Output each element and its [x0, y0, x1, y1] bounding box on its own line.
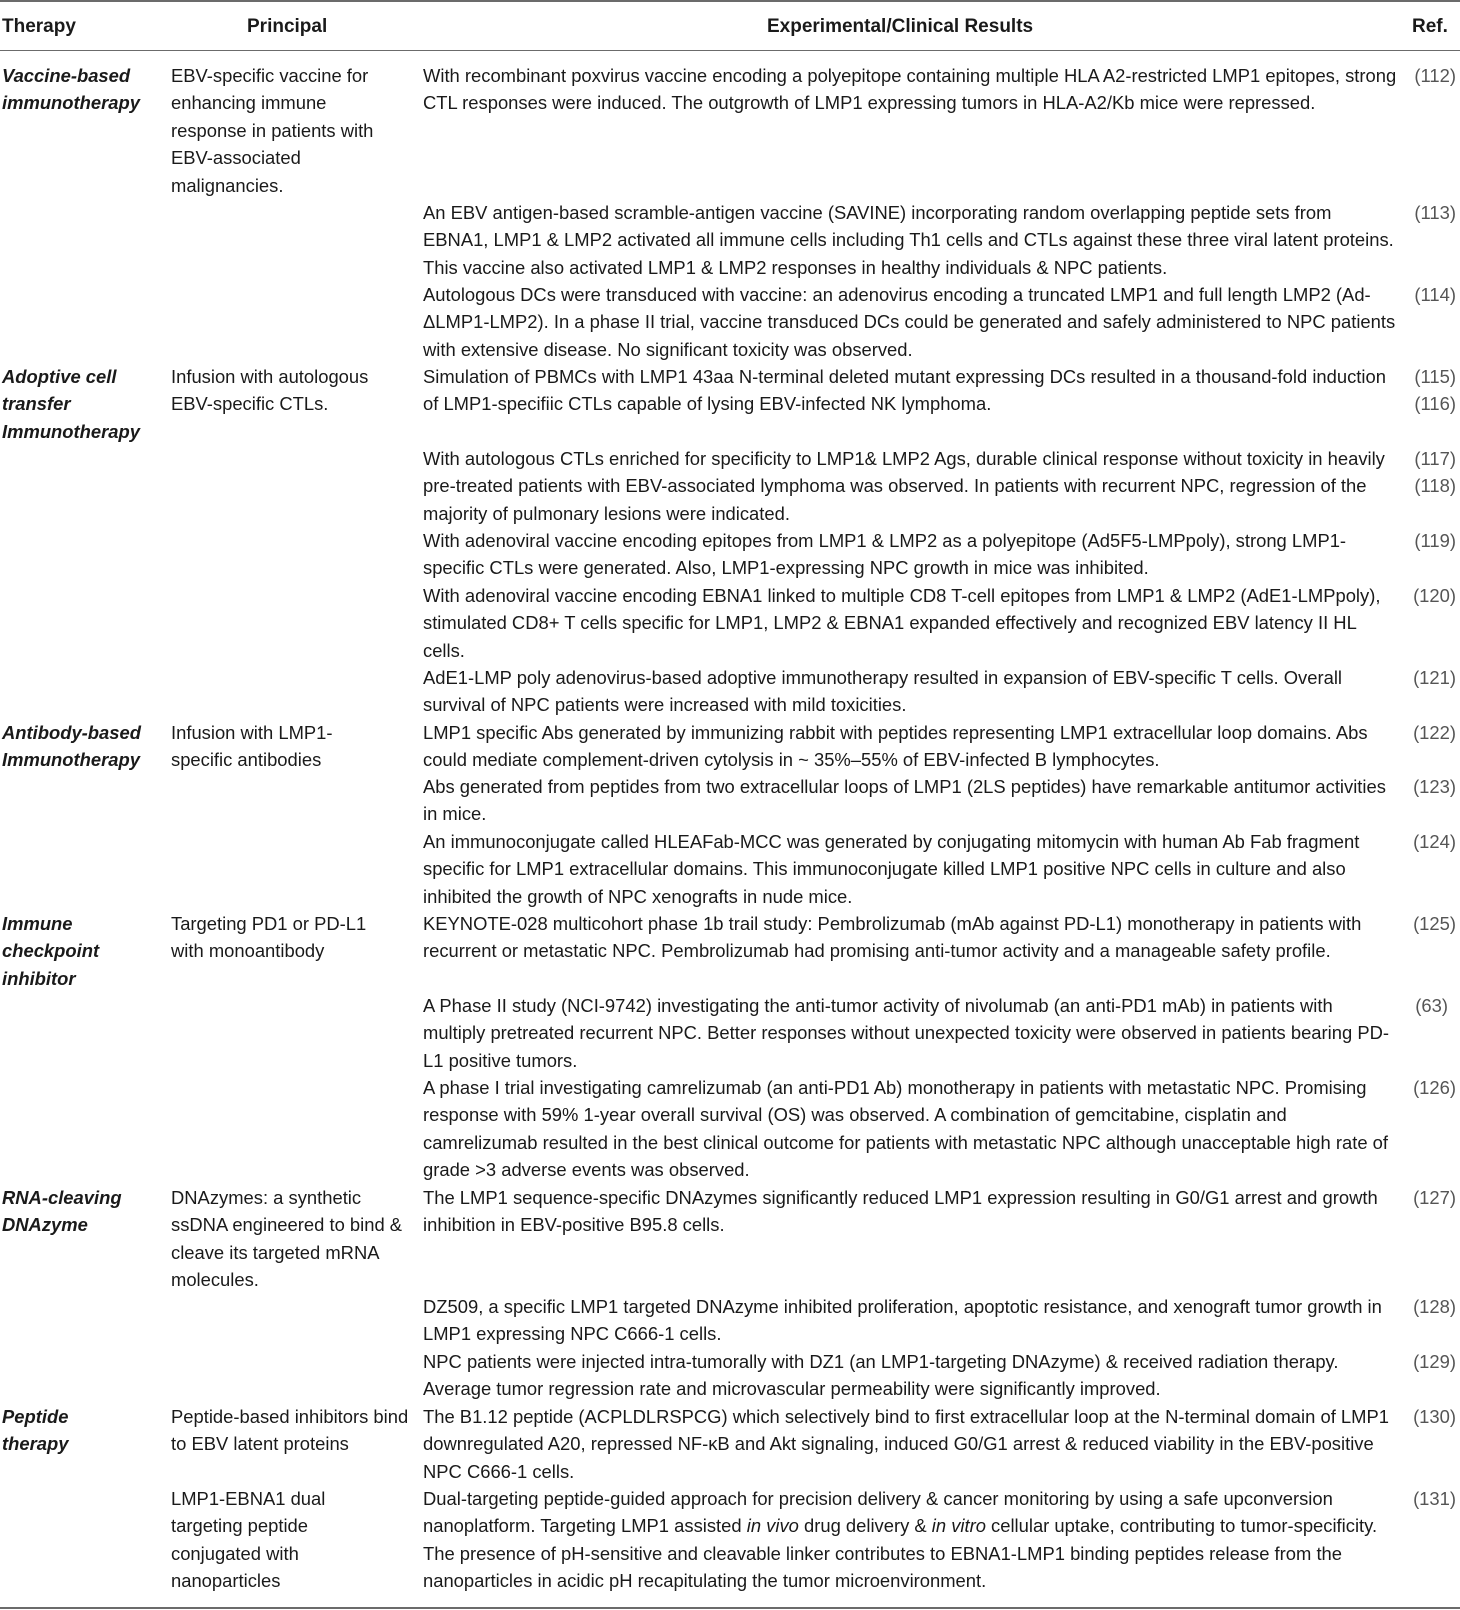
therapy-peptide: Peptide therapy	[2, 1406, 69, 1455]
result-63: A Phase II study (NCI-9742) investigating the anti-tumor activity of nivolumab (an anti-PD1 mAb) in patients with multiply pretreated recurrent NPC. Better responses without unexpected toxicity were observed in patients bearing PD-L1 positive tumors.	[423, 995, 1389, 1071]
header-ref: Ref.	[1412, 16, 1448, 37]
bottom-rule	[0, 1607, 1460, 1609]
ref-129[interactable]: (129)	[1413, 1351, 1456, 1372]
ref-115[interactable]: (115)	[1414, 366, 1456, 387]
result-112: With recombinant poxvirus vaccine encoding a polyepitope containing multiple HLA A2-restricted LMP1 epitopes, strong CTL responses were induced. The outgrowth of LMP1 expressing tumors in HLA-A2/Kb mice were repressed.	[423, 65, 1397, 114]
ref-127[interactable]: (127)	[1413, 1187, 1456, 1208]
principal-vaccine: EBV-specific vaccine for enhancing immune response in patients with EBV-associated malignancies.	[171, 65, 374, 196]
ref-130[interactable]: (130)	[1413, 1406, 1456, 1427]
ref-120[interactable]: (120)	[1413, 585, 1456, 606]
ref-123[interactable]: (123)	[1413, 776, 1456, 797]
principal-dnazyme: DNAzymes: a synthetic ssDNA engineered to bind & cleave its targeted mRNA molecules.	[171, 1187, 403, 1291]
ref-114[interactable]: (114)	[1414, 284, 1456, 305]
result-114: Autologous DCs were transduced with vaccine: an adenovirus encoding a truncated LMP1 and full length LMP2 (Ad-ΔLMP1-LMP2). In a phase II trial, vaccine transduced DCs could be generated and safely administered to NPC patients with extensive disease. No significant toxicity was observed.	[423, 284, 1396, 360]
therapy-adoptive: Adoptive cell transfer Immunotherapy	[2, 366, 140, 442]
principal-checkpoint: Targeting PD1 or PD-L1 with monoantibody	[171, 913, 367, 962]
ref-121[interactable]: (121)	[1413, 667, 1456, 688]
result-122: LMP1 specific Abs generated by immunizing rabbit with peptides representing LMP1 extracellular loop domains. Abs could mediate complement-driven cytolysis in ~ 35%–55% of EBV-infected B lymphocytes.	[423, 722, 1368, 771]
result-123: Abs generated from peptides from two extracellular loops of LMP1 (2LS peptides) have remarkable antitumor activities in mice.	[423, 776, 1386, 825]
result-120: With adenoviral vaccine encoding EBNA1 linked to multiple CD8 T-cell epitopes from LMP1 & LMP2 (AdE1-LMPpoly), stimulated CD8+ T cells specific for LMP1, LMP2 & EBNA1 expanded effectively and recognized EBV latency II HL cells.	[423, 585, 1381, 661]
result-131-text-a: Dual-targeting peptide-guided approach for precision delivery & cancer monitoring by using a safe upconversion nanoplatform. Targeting LMP1 assisted	[423, 1488, 1333, 1537]
ref-131[interactable]: (131)	[1413, 1488, 1456, 1509]
header-principal: Principal	[247, 16, 328, 37]
result-124: An immunoconjugate called HLEAFab-MCC was generated by conjugating mitomycin with human Ab Fab fragment specific for LMP1 extracellular domains. This immunoconjugate killed LMP1 positive NPC cells in culture and also inhibited the growth of NPC xenografts in nude mice.	[423, 831, 1360, 907]
principal-adoptive: Infusion with autologous EBV-specific CTLs.	[171, 366, 369, 415]
ref-128[interactable]: (128)	[1413, 1296, 1456, 1317]
ref-117[interactable]: (117)	[1414, 448, 1456, 469]
therapy-checkpoint: Immune checkpoint inhibitor	[2, 913, 100, 989]
result-126: A phase I trial investigating camrelizumab (an anti-PD1 Ab) monotherapy in patients with metastatic NPC. Promising response with 59% 1-year overall survival (OS) was observed. A combination of gemcitabine, cisplatin and camrelizumab resulted in the best clinical outcome for patients with metastatic NPC although unacceptable high rate of grade >3 adverse events was observed.	[423, 1077, 1388, 1181]
result-117: With autologous CTLs enriched for specificity to LMP1& LMP2 Ags, durable clinical response without toxicity in heavily pre-treated patients with EBV-associated lymphoma was observed. In patients with recurrent NPC, regression of the majority of pulmonary lesions were indicated.	[423, 448, 1385, 524]
ref-125[interactable]: (125)	[1413, 913, 1456, 934]
principal-peptide-inhibitors: Peptide-based inhibitors bind to EBV latent proteins	[171, 1406, 409, 1455]
therapy-vaccine: Vaccine-based immunotherapy	[2, 65, 140, 114]
top-rule	[0, 0, 1460, 2]
ref-116[interactable]: (116)	[1414, 393, 1456, 415]
result-119: With adenoviral vaccine encoding epitopes from LMP1 & LMP2 as a polyepitope (Ad5F5-LMPpoly), strong LMP1-specific CTLs were generated. Also, LMP1-expressing NPC growth in mice was inhibited.	[423, 530, 1347, 579]
therapy-antibody: Antibody-based Immunotherapy	[2, 722, 141, 771]
result-131-in-vivo: in vivo	[746, 1515, 799, 1537]
ref-112[interactable]: (112)	[1414, 65, 1456, 86]
result-127: The LMP1 sequence-specific DNAzymes significantly reduced LMP1 expression resulting in G0/G1 arrest and growth inhibition in EBV-positive B95.8 cells.	[423, 1187, 1378, 1236]
therapy-dnazyme: RNA-cleaving DNAzyme	[2, 1187, 122, 1236]
result-131-text-e: cellular uptake, contributing to tumor-specificity. The presence of pH-sensitive and cleavable linker contributes to EBNA1-LMP1 binding peptides release from the nanoparticles in acidic pH recapitulating the tumor microenvironment.	[423, 1515, 1378, 1592]
result-130: The B1.12 peptide (ACPLDLRSPCG) which selectively bind to first extracellular loop at the N-terminal domain of LMP1 downregulated A20, repressed NF-κB and Akt signaling, induced G0/G1 arrest & reduced viability in the EBV-positive NPC C666-1 cells.	[423, 1406, 1389, 1482]
principal-peptide-dual: LMP1-EBNA1 dual targeting peptide conjugated with nanoparticles	[171, 1488, 326, 1592]
result-128: DZ509, a specific LMP1 targeted DNAzyme inhibited proliferation, apoptotic resistance, and xenograft tumor growth in LMP1 expressing NPC C666-1 cells.	[423, 1296, 1382, 1345]
ref-group-117-118	[1390, 445, 1456, 500]
principal-antibody: Infusion with LMP1-specific antibodies	[171, 722, 333, 771]
result-129: NPC patients were injected intra-tumorally with DZ1 (an LMP1-targeting DNAzyme) & received radiation therapy. Average tumor regression rate and microvascular permeability were significantly improved.	[423, 1351, 1339, 1400]
ref-113[interactable]: (113)	[1414, 202, 1456, 223]
result-121: AdE1-LMP poly adenovirus-based adoptive immunotherapy resulted in expansion of EBV-specific T cells. Overall survival of NPC patients were increased with mild toxicities.	[423, 667, 1343, 716]
header-rule	[0, 50, 1460, 51]
ref-group-115-116	[1390, 363, 1456, 418]
ref-118[interactable]: (118)	[1414, 475, 1456, 497]
ref-63[interactable]: (63)	[1415, 995, 1448, 1016]
ref-122[interactable]: (122)	[1413, 722, 1456, 743]
ref-119[interactable]: (119)	[1414, 530, 1456, 551]
header-results: Experimental/Clinical Results	[767, 16, 1034, 37]
ref-126[interactable]: (126)	[1413, 1077, 1456, 1098]
ref-124[interactable]: (124)	[1413, 831, 1456, 852]
result-113: An EBV antigen-based scramble-antigen vaccine (SAVINE) incorporating random overlapping peptide sets from EBNA1, LMP1 & LMP2 activated all immune cells including Th1 cells and CTLs against these three viral latent proteins. This vaccine also activated LMP1 & LMP2 responses in healthy individuals & NPC patients.	[423, 202, 1394, 278]
result-125: KEYNOTE-028 multicohort phase 1b trail study: Pembrolizumab (mAb against PD-L1) monotherapy in patients with recurrent or metastatic NPC. Pembrolizumab had promising anti-tumor activity and a manageable safety profile.	[423, 913, 1362, 962]
result-131	[423, 1485, 1398, 1595]
result-115: Simulation of PBMCs with LMP1 43aa N-terminal deleted mutant expressing DCs resulted in a thousand-fold induction of LMP1-specifiic CTLs capable of lysing EBV-infected NK lymphoma.	[423, 366, 1386, 415]
header-therapy: Therapy	[2, 16, 76, 37]
result-131-in-vitro: in vitro	[931, 1515, 986, 1537]
result-131-text-c: drug delivery &	[798, 1515, 932, 1537]
